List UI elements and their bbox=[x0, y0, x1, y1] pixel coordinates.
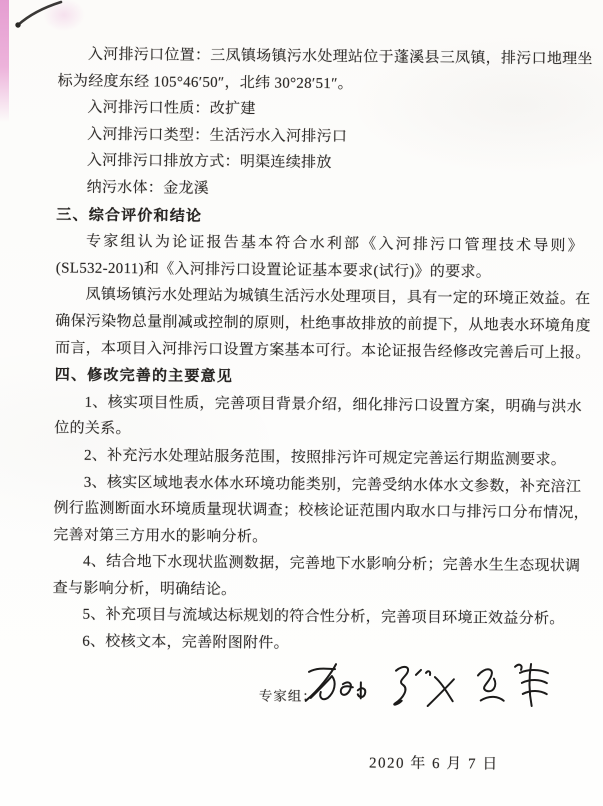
section-heading-3: 三、综合评价和结论 bbox=[56, 205, 203, 225]
handwritten-signature-3 bbox=[469, 655, 556, 723]
doc-line: 凤镇场镇污水处理站为城镇生活污水处理项目，具有一定的环境正效益。在 bbox=[85, 287, 591, 308]
doc-line: 而言，本项目入河排污口设置方案基本可行。本论证报告经修改完善后可上报。 bbox=[54, 339, 591, 362]
doc-line: 5、补充项目与流域达标规划的符合性分析，完善项目环境正效益分析。 bbox=[82, 607, 565, 628]
doc-line: (SL532-2011)和《入河排污口设置论证基本要求(试行)》的要求。 bbox=[55, 260, 492, 281]
scan-edge-pink-artifact bbox=[0, 0, 9, 122]
handwritten-signature-2 bbox=[385, 659, 462, 723]
doc-line: 1、核实项目性质，完善项目背景介绍，细化排污口设置方案，明确与洪水 bbox=[84, 394, 583, 416]
pen-stroke-mark bbox=[10, 0, 68, 32]
document-body bbox=[51, 41, 595, 786]
doc-line: 入河排污口性质：改扩建 bbox=[87, 99, 256, 118]
doc-line: 2、补充污水处理站服务范围，按照排污许可规定完善运行期监测要求。 bbox=[83, 447, 567, 469]
doc-line: 标为经度东经 105°46′50″，北纬 30°28′51″。 bbox=[57, 73, 354, 92]
doc-line: 纳污水体：金龙溪 bbox=[86, 179, 210, 197]
doc-line: 完善对第三方用水的影响分析。 bbox=[53, 527, 268, 546]
document-date: 2020 年 6 月 7 日 bbox=[369, 755, 499, 773]
handwritten-signature-1 bbox=[298, 660, 373, 722]
doc-line: 例行监测断面水环境质量现状调查；校核论证范围内取水口与排污口分布情况， bbox=[53, 500, 590, 522]
doc-line: 6、校核文本，完善附图附件。 bbox=[82, 633, 290, 652]
doc-line: 查与影响分析，明确结论。 bbox=[52, 580, 237, 599]
expert-group-label: 专家组： bbox=[258, 688, 317, 704]
doc-line: 4、结合地下水现状监测数据，完善地下水影响分析；完善水生生态现状调 bbox=[82, 553, 581, 575]
doc-line: 入河排污口类型：生活污水入河排污口 bbox=[87, 126, 348, 145]
doc-line: 确保污染物总量削减或控制的原则，杜绝事故排放的前提下，从地表水环境角度 bbox=[55, 313, 591, 335]
section-heading-4: 四、修改完善的主要意见 bbox=[54, 366, 234, 386]
doc-line: 入河排污口位置：三凤镇场镇污水处理站位于蓬溪县三凤镇，排污口地理坐 bbox=[87, 46, 593, 68]
expert-group-signature-row bbox=[52, 649, 590, 716]
doc-line: 位的关系。 bbox=[54, 420, 131, 438]
doc-line: 3、核实区域地表水体水环境功能类别，完善受纳水体水文参数，补充涪江 bbox=[83, 474, 582, 495]
doc-line: 专家组认为论证报告基本符合水利部《入河排污口管理技术导则》 bbox=[86, 233, 585, 255]
doc-line: 入河排污口排放方式：明渠连续排放 bbox=[86, 153, 332, 172]
